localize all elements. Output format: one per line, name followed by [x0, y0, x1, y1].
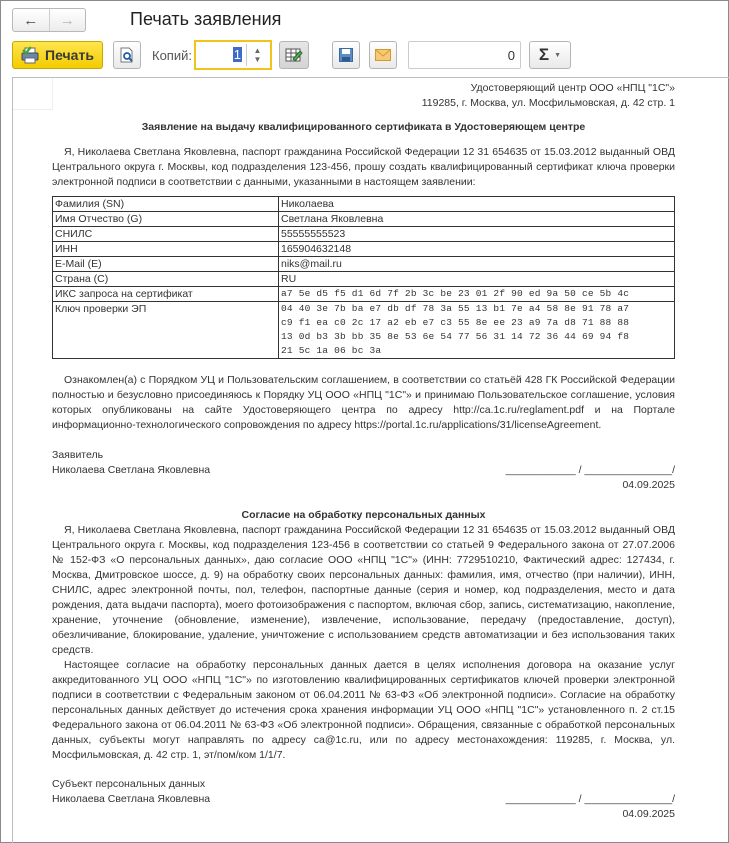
field-key: Фамилия (SN) [53, 197, 279, 212]
window-title: Печать заявления [130, 9, 282, 29]
table-edit-icon [285, 47, 303, 63]
table-row [53, 302, 675, 359]
forward-button[interactable] [50, 9, 86, 31]
number-field[interactable]: 0 [408, 41, 521, 69]
floppy-disk-icon [339, 48, 353, 62]
application-intro: Я, Николаева Светлана Яковлевна, паспорт гражданина Российской Федерации 12 31 654635 от 15.03.2012 выданный ОВД Центрального округа г. Москвы, код подразделения 123-456, прошу создать квалифицированный сертификат ключа проверки электронной подписи в соответствии с данными, указанными в настоящем заявлении: [52, 146, 675, 188]
sheet-corner [13, 78, 53, 110]
table-row [53, 257, 675, 272]
header-org: Удостоверяющий центр ООО «НПЦ "1С"» [470, 82, 675, 94]
spreadsheet-document[interactable] [12, 77, 729, 843]
field-value [279, 302, 675, 359]
save-button[interactable] [332, 41, 360, 69]
field-value: 165904632148 [279, 242, 675, 257]
back-button[interactable] [13, 9, 50, 31]
field-value: niks@mail.ru [279, 257, 675, 272]
sum-button[interactable] [529, 41, 571, 69]
envelope-icon [375, 49, 391, 61]
print-button-label: Печать [45, 47, 94, 63]
copies-value: 1 [233, 47, 241, 62]
key-line: 13 0d b3 3b bb 35 8e 53 6e 54 77 56 31 14 72 36 44 69 94 f8 [281, 331, 630, 342]
table-row [53, 212, 675, 227]
sigma-icon: Σ [538, 45, 550, 64]
field-value: Светлана Яковлевна [279, 212, 675, 227]
arrow-right-icon: → [59, 11, 75, 29]
send-email-button[interactable] [369, 41, 397, 69]
print-button[interactable] [12, 41, 103, 69]
signature-blanks: ____________ / _______________/ [505, 793, 675, 805]
field-key: Страна (C) [53, 272, 279, 287]
table-row [53, 197, 675, 212]
key-line: c9 f1 ea c0 2c 17 a2 eb e7 c3 55 8e ee 23 a9 7a d8 71 88 88 [281, 317, 630, 328]
document-content [52, 78, 675, 822]
consent-date: 04.09.2025 [622, 808, 675, 820]
subject-label: Субъект персональных данных [52, 778, 206, 790]
field-key: Имя Отчество (G) [53, 212, 279, 227]
subject-name: Николаева Светлана Яковлевна [52, 793, 211, 805]
field-key: E-Mail (E) [53, 257, 279, 272]
field-value: Николаева [279, 197, 675, 212]
key-line: 04 40 3e 7b ba e7 db df 78 3a 55 13 b1 7e a4 58 8e 91 78 a7 [281, 303, 630, 314]
application-title: Заявление на выдачу квалифицированного сертификата в Удостоверяющем центре [141, 121, 586, 133]
copies-label: Копий: [152, 48, 192, 63]
edit-table-button[interactable] [279, 41, 309, 69]
applicant-name: Николаева Светлана Яковлевна [52, 464, 211, 476]
field-value: 55555555523 [279, 227, 675, 242]
field-key: Ключ проверки ЭП [53, 302, 279, 359]
consent-paragraph-2: Настоящее согласие на обработку персональных данных дается в целях исполнения договора на оказание услуг аккредитованного УЦ ООО «НПЦ "1С"» по изготовлению квалифицированных сертификатов ключей проверки электронной подписи в соответствии с Федеральным законом от 06.04.2011 № 63-ФЗ «Об электронной подписи». Согласие на обработку персональных данных действует до истечения срока хранения информации УЦ ООО «НПЦ "1С"» установленного п. 2 ст.15 Федерального закона от 06.04.2011 № 63-ФЗ «Об электронной подписи». Обращения, связанные с обработкой персональных данных, субъекты могут направлять по адресу ca@1c.ru, или по адресу местонахождения: 119285, г. Москва, ул. Мосфильмовская, д. 42 стр. 1, эт/пом/ком 1/1/7. [52, 659, 675, 761]
document-magnifier-icon [119, 47, 135, 63]
signature-blanks: ____________ / _______________/ [505, 464, 675, 476]
table-row [53, 287, 675, 302]
arrow-left-icon: ← [23, 11, 39, 29]
field-value: RU [279, 272, 675, 287]
preview-button[interactable] [113, 41, 141, 69]
agreement-paragraph: Ознакомлен(а) с Порядком УЦ и Пользовательским соглашением, в соответствии со статьёй 428 ГК Российской Федерации полностью и безусловно присоединяюсь к Порядку УЦ ООО «НПЦ "1С"» и принимаю Пользовательское соглашение, условия которых опубликованы на сайте Удостоверяющего центра по адресу http://ca.1c.ru/reglament.pdf и на Портале информационно-технологического сопровождения по адресу https://portal.1c.ru/applications/31/licenseAgreement. [52, 374, 675, 431]
spin-up-icon[interactable]: ▲ [253, 46, 262, 55]
field-key: ИНН [53, 242, 279, 257]
navigation-buttons [12, 8, 86, 32]
certificate-fields-table [52, 196, 675, 359]
spin-down-icon[interactable]: ▼ [253, 55, 262, 64]
field-value: a7 5e d5 f5 d1 6d 7f 2b 3c be 23 01 2f 90 ed 9a 50 ce 5b 4c [279, 287, 675, 302]
applicant-label: Заявитель [52, 449, 104, 461]
application-date: 04.09.2025 [622, 479, 675, 491]
field-key: ИКС запроса на сертификат [53, 287, 279, 302]
toolbar [1, 41, 729, 71]
field-key: СНИЛС [53, 227, 279, 242]
consent-title: Согласие на обработку персональных данных [241, 509, 486, 521]
consent-paragraph-1: Я, Николаева Светлана Яковлевна, паспорт гражданина Российской Федерации 12 31 654635 от 15.03.2012 выданный ОВД Центрального округа г. Москвы, код подразделения 123-456 в соответствии со статьей 9 Федерального закона от 27.07.2006 № 152-ФЗ «О персональных данных», даю согласие ООО «НПЦ "1С"» (ИНН: 7729510210, Фактический адрес: 127434, г. Москва, Дмитровское шоссе, д. 9) на обработку своих персональных данных: фамилия, имя, отчество (при наличии), ИНН, СНИЛС, адрес электронной почты, пол, телефон, паспортные данные (серия и номер, код подразделения, место и дата рождения, дата выдачи паспорта), моего фотоизображения с паспортом, включая сбор, запись, систематизацию, накопление, хранение, уточнение (обновление, изменение), извлечение, использование, передачу (предоставление, доступ), обезличивание, блокирование, удаление, уничтожение с использованием средств автоматизации и без использования таких средств. [52, 524, 675, 656]
applicant-signature-line [52, 463, 675, 478]
key-line: 21 5c 1a 06 bc 3a [281, 345, 382, 356]
copies-stepper[interactable] [246, 44, 268, 66]
table-row [53, 272, 675, 287]
copies-input[interactable] [194, 40, 272, 70]
chevron-down-icon: ▼ [554, 51, 562, 59]
table-row [53, 242, 675, 257]
header-address: 119285, г. Москва, ул. Мосфильмовская, д. 42 стр. 1 [421, 97, 675, 109]
subject-signature-line [52, 792, 675, 807]
table-row [53, 227, 675, 242]
printer-icon [21, 46, 39, 64]
